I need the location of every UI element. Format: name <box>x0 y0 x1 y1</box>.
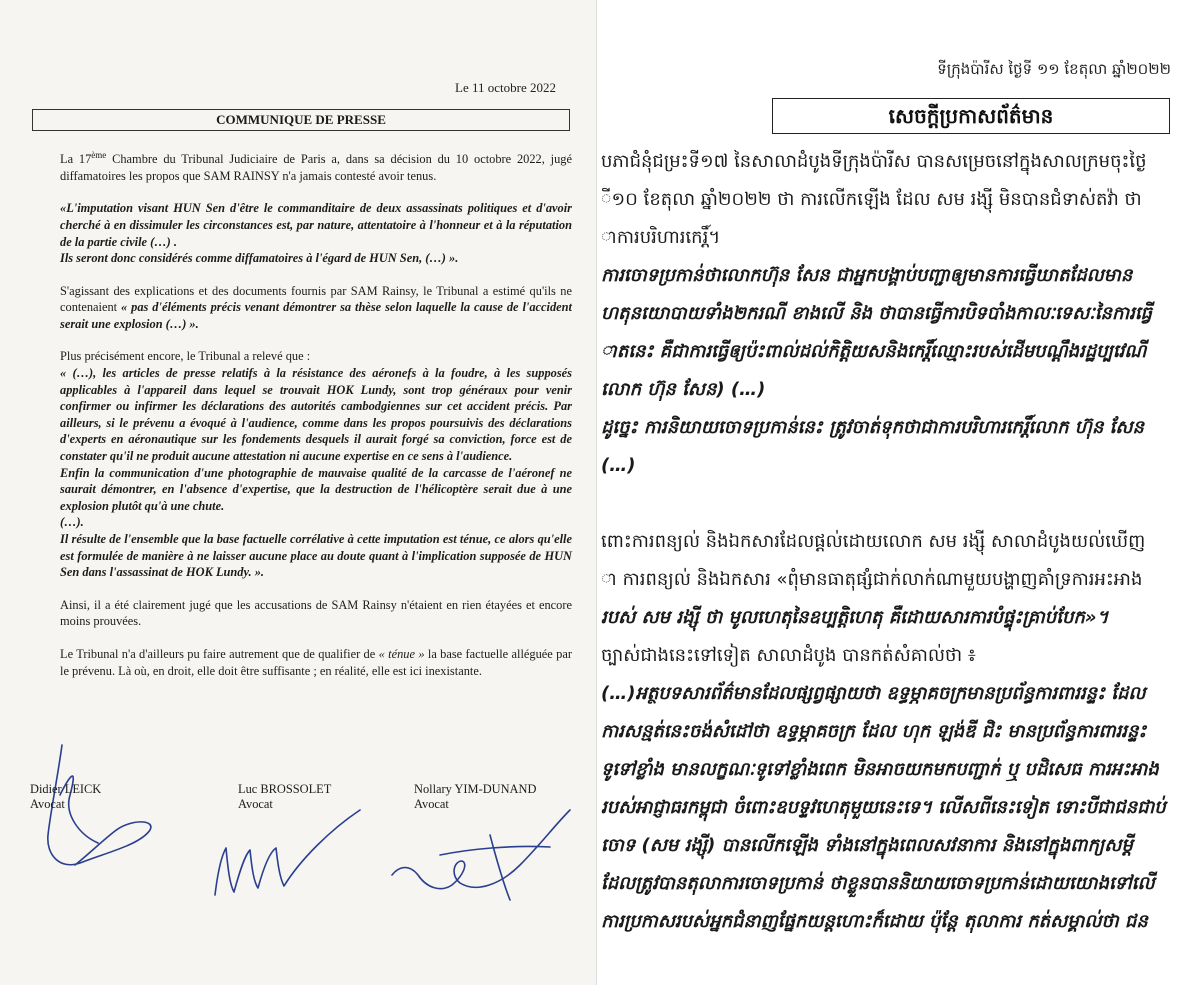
signatory-brossolet: Luc BROSSOLET Avocat <box>238 782 332 811</box>
khmer-title: សេចក្តីប្រកាសព័ត៌មាន <box>772 98 1170 134</box>
paragraph-conclusion: Ainsi, il a été clairement jugé que les accusations de SAM Rainsy n'étaient en rien étayées et encore moins prouvées. <box>60 597 572 629</box>
khmer-date: ទីក្រុងប៉ារីស ថ្ងៃទី ១១ ខែតុលា ឆ្នាំ២០២២ <box>937 60 1171 78</box>
khmer-line: ចោទ (សម រង្ស៊ី) បានលើកឡើង ទាំងនៅក្នុងពេលសវនាការ និងនៅក្នុងពាក្យសម្តី <box>601 835 1133 856</box>
khmer-line: របស់អាជ្ញាធរកម្ពុជា ចំពោះឧបទ្ទវហេតុមួយនេះទេ។ លើសពីនេះទៀត ទោះបីជាជនជាប់ <box>601 797 1166 818</box>
paragraph-precisely: Plus précisément encore, le Tribunal a relevé que : <box>60 349 311 364</box>
quote-imputation-end: Ils seront donc considérés comme diffamatoires à l'égard de HUN Sen, (…) ». <box>60 251 459 266</box>
quote-ellipsis: (…). <box>60 515 84 530</box>
khmer-line: របស់ សម រង្ស៊ី ថា មូលហេតុនៃឧប្បត្តិហេតុ គឺដោយសារការបំផ្ទុះគ្រាប់បែក»។ <box>601 607 1109 628</box>
khmer-line: (…)អត្ថបទសារព័ត៌មានដែលផ្សព្វផ្សាយថា ឧទ្ធម្ភាគចក្រមានប្រព័ន្ធការពាររន្ទះ ដែល <box>601 683 1146 704</box>
khmer-line: ី១០ ខែតុលា ឆ្នាំ២០២២ ថា ការលើកឡើង ដែល សម រង្ស៊ី មិនបានជំទាស់តវ៉ា ថា <box>601 189 1142 210</box>
french-body <box>60 147 572 679</box>
paragraph-explanations: S'agissant des explications et des documents fournis par SAM Rainsy, le Tribunal a estimé qu'ils ne contenaient « pas d'éléments précis venant démontrer sa thèse selon laquelle la cause de l'accident serait une explosion (…) ». <box>60 283 572 331</box>
signatory-leick: Didier LEICK Avocat <box>30 782 102 811</box>
signatory-yim-dunand: Nollary YIM-DUNAND Avocat <box>414 782 537 811</box>
khmer-line: ទូទៅខ្លាំង មានលក្ខណៈទូទៅខ្លាំងពេក មិនអាចយកមកបញ្ជាក់ ឬ បដិសេធ ការអះអាង <box>601 759 1159 780</box>
khmer-line: ច្បាស់ជាងនេះទៅទៀត សាលាដំបូង បានកត់សំគាល់ថា ៖ <box>601 645 976 666</box>
khmer-line: ហតុនយោបាយទាំង២ករណី ខាងលើ និង ថាបានធ្វើការបិទបាំងកាលៈទេសៈនៃការធ្វើ <box>601 303 1152 324</box>
khmer-line: ការសន្មត់នេះចង់សំដៅថា ឧទ្ធម្ភាគចក្រ ដែល ហុក ឡង់ឌី ជិះ មានប្រព័ន្ធការពាររន្ទះ <box>601 721 1147 742</box>
paragraph-tenue: Le Tribunal n'a d'ailleurs pu faire autrement que de qualifier de « ténue » la base factuelle alléguée par le prévenu. Là où, en droit, elle doit être suffisante ; en réalité, elle est ici inexistante. <box>60 646 572 678</box>
khmer-line: ា ការពន្យល់ និងឯកសារ «ពុំមានធាតុផ្សំជាក់លាក់ណាមួយបង្ហាញគាំទ្រការអះអាង <box>601 569 1143 590</box>
document-title: COMMUNIQUE DE PRESSE <box>32 109 570 131</box>
khmer-line: លោក ហ៊ុន សែន) (…) <box>601 379 766 400</box>
french-document <box>0 0 596 985</box>
khmer-line: (…) <box>601 455 636 476</box>
khmer-line: ពោះការពន្យល់ និងឯកសារដែលផ្តល់ដោយលោក សម រង្ស៊ី សាលាដំបូងយល់ឃើញ <box>601 531 1146 552</box>
khmer-line: ាការបរិហារកេរ្តិ៍។ <box>601 227 721 248</box>
signature-yim-dunand <box>380 805 580 910</box>
khmer-body <box>601 143 1200 941</box>
khmer-line: ដូច្នេះ ការនិយាយចោទប្រកាន់នេះ ត្រូវចាត់ទុកថាជាការបរិហារកេរ្តិ៍លោក ហ៊ុន សែន <box>601 417 1144 438</box>
signature-brossolet <box>200 800 380 910</box>
khmer-document <box>596 0 1200 985</box>
quote-imputation: «L'imputation visant HUN Sen d'être le commanditaire de deux assassinats politiques et d'avoir cherché à en dissimuler les circonstances est, par nature, attentatoire à l'honneur et à la réputation de la partie civile (…) . <box>60 201 572 249</box>
quote-photograph: Enfin la communication d'une photographie de mauvaise qualité de la carcasse de l'aéronef ne saurait démontrer, en l'absence d'expertise, que la destruction de l'hélicoptère serait due à une explosion plutôt qu'à une chute. <box>60 465 572 513</box>
paragraph-intro: La 17ème Chambre du Tribunal Judiciaire de Paris a, dans sa décision du 10 octobre 2022, jugé diffamatoires les propos que SAM RAINSY n'a jamais contesté avoir tenus. <box>60 150 572 183</box>
khmer-line: ការចោទប្រកាន់ថាលោកហ៊ុន សែន ជាអ្នកបង្គាប់បញ្ជាឲ្យមានការធ្វើឃាតដែលមាន <box>601 265 1133 286</box>
quote-press-articles: « (…), les articles de presse relatifs à la résistance des aéronefs à la foudre, à les supposés applicables à l'appareil dans lequel se trouvait HOK Lundy, sont trop généraux pour venir confirmer ou infirmer les déclarations des autorités cambodgiennes sur cet accident précis. Par ailleurs, si le prévenu a évoqué à l'audience, comme dans les propos poursuivis des déclarations d'experts en aéronautique sur les fondements desquels il aurait forgé sa conviction, force est de constater qu'il ne produit aucune attestation ni aucune expertise en ce sens à l'audience. <box>60 366 572 464</box>
khmer-line: ដែលត្រូវបានតុលាការចោទប្រកាន់ ថាខ្លួនបាននិយាយចោទប្រកាន់ដោយយោងទៅលើ <box>601 873 1155 894</box>
khmer-line: ការប្រកាសរបស់អ្នកជំនាញផ្នែកយន្តហោះក៏ដោយ ប៉ុន្តែ តុលាការ កត់សម្គាល់ថា ជន <box>601 911 1148 932</box>
quote-factual-basis: Il résulte de l'ensemble que la base factuelle corrélative à cette imputation est ténue, ce alors qu'elle est formulée de manière à ne laisser aucune place au doute quant à l'implication supposée de HUN Sen dans l'assassinat de HOK Lundy. ». <box>60 532 572 580</box>
khmer-line: បភាជំនុំជម្រះទី១៧ នៃសាលាដំបូងទីក្រុងប៉ារីស បានសម្រេចនៅក្នុងសាលក្រមចុះថ្ងៃ <box>601 151 1147 172</box>
khmer-line: ាតនេះ គឺជាការធ្វើឲ្យប៉ះពាល់ដល់កិត្តិយសនិងកេរ្តិ៍ឈ្មោះរបស់ដើមបណ្តឹងរដ្ឋប្បវេណី <box>601 341 1147 362</box>
document-date: Le 11 octobre 2022 <box>455 80 556 95</box>
